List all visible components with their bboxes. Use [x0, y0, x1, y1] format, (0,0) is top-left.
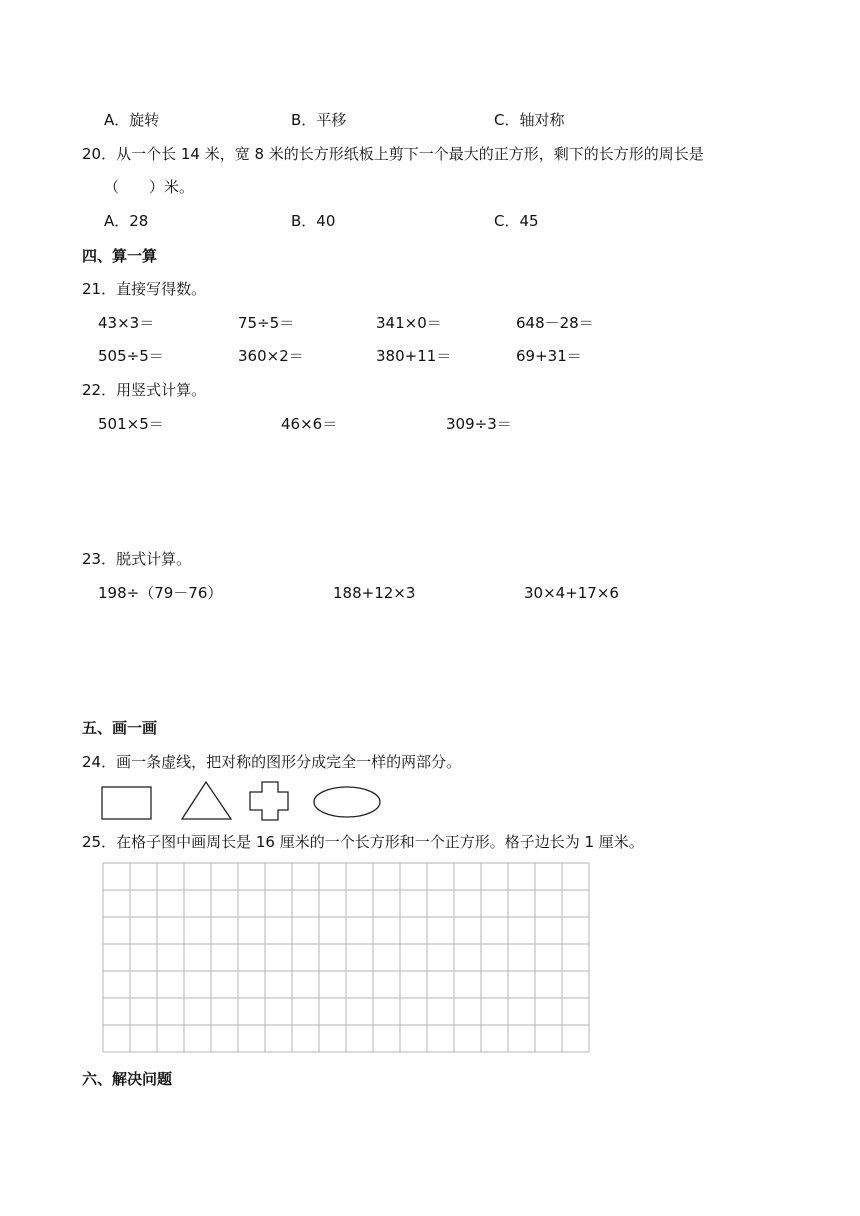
- section-4-title: 四、算一算: [82, 247, 158, 265]
- square-grid[interactable]: [102, 862, 590, 1054]
- q21-item: 341×0＝: [376, 314, 442, 332]
- q23-title: 23．脱式计算。: [82, 550, 192, 568]
- q24-shapes: [100, 780, 390, 822]
- q22-item: 501×5＝: [98, 415, 164, 433]
- q24-title: 24．画一条虚线，把对称的图形分成完全一样的两部分。: [82, 753, 462, 771]
- q19-option-c: C．轴对称: [494, 111, 565, 129]
- q25-title: 25．在格子图中画周长是 16 厘米的一个长方形和一个正方形。格子边长为 1 厘米。: [82, 833, 644, 851]
- ellipse-shape: [314, 787, 380, 817]
- q20-stem-cont: （ ）米。: [104, 178, 195, 196]
- q21-item: 380+11＝: [376, 347, 452, 365]
- q20-option-b: B．40: [291, 212, 336, 230]
- q21-item: 43×3＝: [98, 314, 155, 332]
- q20-stem: 20．从一个长 14 米，宽 8 米的长方形纸板上剪下一个最大的正方形，剩下的长方形的周长是: [82, 145, 704, 163]
- q19-option-a: A．旋转: [104, 111, 160, 129]
- rectangle-shape: [102, 787, 151, 819]
- q21-item: 69+31＝: [516, 347, 582, 365]
- section-6-title: 六、解决问题: [82, 1070, 173, 1088]
- q21-item: 648－28＝: [516, 314, 594, 332]
- q23-item: 188+12×3: [333, 584, 416, 602]
- q21-item: 75÷5＝: [238, 314, 295, 332]
- q21-title: 21．直接写得数。: [82, 280, 207, 298]
- q22-item: 309÷3＝: [446, 415, 512, 433]
- q21-item: 505÷5＝: [98, 347, 164, 365]
- q21-item: 360×2＝: [238, 347, 304, 365]
- q22-title: 22．用竖式计算。: [82, 381, 207, 399]
- q22-item: 46×6＝: [281, 415, 338, 433]
- q20-option-c: C．45: [494, 212, 539, 230]
- q23-item: 198÷（79－76）: [98, 584, 223, 602]
- section-5-title: 五、画一画: [82, 719, 158, 737]
- q19-option-b: B．平移: [291, 111, 347, 129]
- q20-option-a: A．28: [104, 212, 149, 230]
- cross-shape: [250, 782, 288, 820]
- triangle-shape: [182, 782, 231, 819]
- q23-item: 30×4+17×6: [524, 584, 619, 602]
